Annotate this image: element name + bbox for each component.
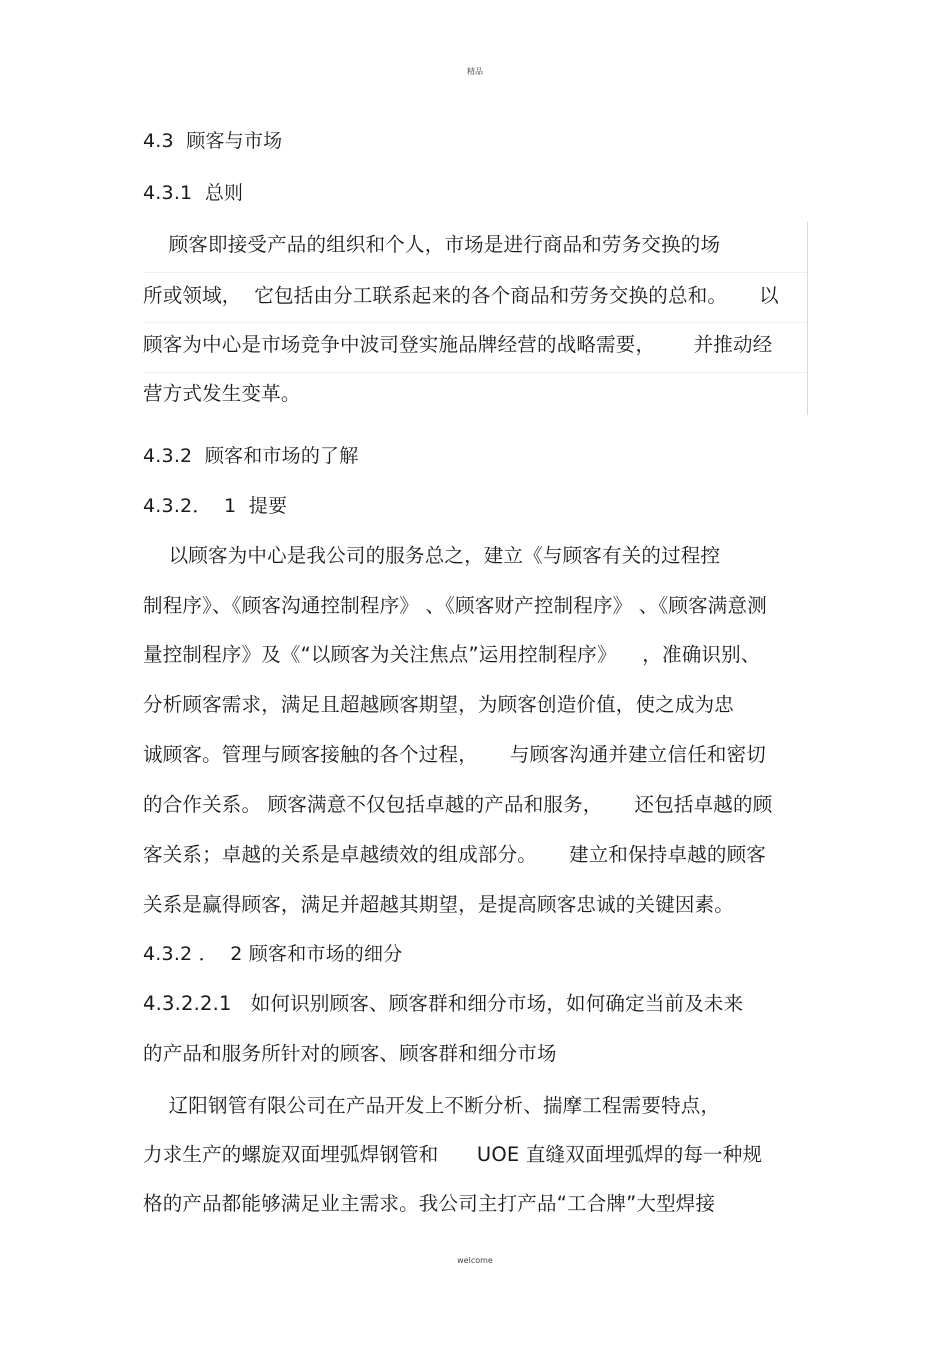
paragraph-line: 顾客即接受产品的组织和个人，市场是进行商品和劳务交换的场 xyxy=(143,233,721,256)
paragraph-line: 格的产品都能够满足业主需求。我公司主打产品“工合牌”大型焊接 xyxy=(143,1192,716,1215)
paragraph-line: 的合作关系。 顾客满意不仅包括卓越的产品和服务， 还包括卓越的顾 xyxy=(143,793,773,816)
paragraph-line: 营方式发生变革。 xyxy=(143,382,301,405)
paragraph-line: 关系是赢得顾客，满足并超越其期望，是提高顾客忠诚的关键因素。 xyxy=(143,893,735,916)
page-footer: welcome xyxy=(457,1256,493,1265)
paragraph-line: 量控制程序》及《“以顾客为关注焦点”运用控制程序》 ，准确识别、 xyxy=(143,643,761,666)
paragraph-line: 4.3.2.2.1 如何识别顾客、顾客群和细分市场，如何确定当前及未来 xyxy=(143,992,744,1015)
paragraph-line: 制程序》、《顾客沟通控制程序》 、《顾客财产控制程序》 、《顾客满意测 xyxy=(143,594,767,617)
section-heading-4-3: 4.3 顾客与市场 xyxy=(143,130,283,152)
paragraph-line: 辽阳钢管有限公司在产品开发上不断分析、揣摩工程需要特点， xyxy=(143,1094,721,1117)
paragraph-line: 所或领域， 它包括由分工联系起来的各个商品和劳务交换的总和。 以 xyxy=(143,284,779,307)
page-header: 精品 xyxy=(467,67,483,76)
section-heading-4-3-2: 4.3.2 顾客和市场的了解 xyxy=(143,445,359,467)
section-heading-4-3-2-1: 4.3.2． 1 提要 xyxy=(143,495,288,517)
paragraph-line: 客关系；卓越的关系是卓越绩效的组成部分。 建立和保持卓越的顾客 xyxy=(143,843,766,866)
paragraph-line: 诚顾客。管理与顾客接触的各个过程， 与顾客沟通并建立信任和密切 xyxy=(143,743,766,766)
paragraph-line: 力求生产的螺旋双面埋弧焊钢管和 UOE 直缝双面埋弧焊的每一种规 xyxy=(143,1143,763,1166)
paragraph-line: 顾客为中心是市场竞争中波司登实施品牌经营的战略需要， 并推动经 xyxy=(143,333,773,356)
paragraph-line: 分析顾客需求，满足且超越顾客期望，为顾客创造价值，使之成为忠 xyxy=(143,693,735,716)
section-heading-4-3-1: 4.3.1 总则 xyxy=(143,182,244,204)
paragraph-line: 以顾客为中心是我公司的服务总之，建立《与顾客有关的过程控 xyxy=(143,544,721,567)
section-heading-4-3-2-2: 4.3.2 ． 2 顾客和市场的细分 xyxy=(143,943,403,965)
paragraph-line: 的产品和服务所针对的顾客、顾客群和细分市场 xyxy=(143,1042,557,1065)
